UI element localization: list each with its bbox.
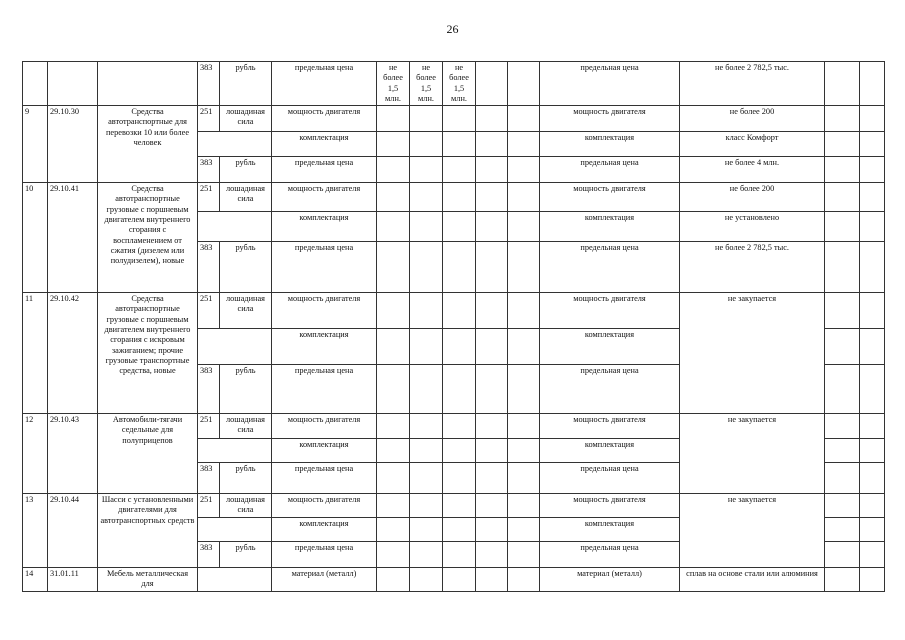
okpd-code: 31.01.11 [48, 568, 98, 592]
okei-code: 251 [198, 293, 220, 329]
unit-name: рубль [220, 62, 272, 106]
row-number: 12 [23, 414, 48, 494]
characteristic-name: предельная цена [272, 365, 377, 414]
characteristic-name: мощность двигателя [272, 106, 377, 132]
characteristic-name: мощность двигателя [272, 494, 377, 518]
price-cell: не более 1,5 млн. [443, 62, 476, 106]
req-characteristic: мощность двигателя [540, 494, 680, 518]
okei-code: 383 [198, 62, 220, 106]
req-value: не закупается [680, 494, 825, 568]
table-row [23, 568, 885, 592]
characteristic-name: комплектация [272, 518, 377, 542]
table-row [23, 494, 885, 518]
okei-code: 383 [198, 365, 220, 414]
unit-name: лошадиная сила [220, 183, 272, 212]
unit-name: лошадиная сила [220, 293, 272, 329]
item-name: Средства автотранспортные грузовые с поршневым двигателем внутреннего сгорания с воспламенением от сжатия (дизелем или полудизелем), новые [98, 183, 198, 293]
req-characteristic: комплектация [540, 212, 680, 242]
okei-code: 383 [198, 157, 220, 183]
unit-name: рубль [220, 242, 272, 293]
table-row [23, 106, 885, 132]
okei-code: 383 [198, 463, 220, 494]
characteristic-name: предельная цена [272, 242, 377, 293]
page-number: 26 [446, 22, 459, 36]
req-characteristic: комплектация [540, 132, 680, 157]
unit-name: рубль [220, 542, 272, 568]
req-value: не более 200 [680, 183, 825, 212]
req-value: не закупается [680, 414, 825, 494]
req-characteristic: предельная цена [540, 62, 680, 106]
characteristic-name: комплектация [272, 329, 377, 365]
unit-name: рубль [220, 157, 272, 183]
price-cell: не более 1,5 млн. [377, 62, 410, 106]
characteristic-name: предельная цена [272, 62, 377, 106]
table-row [23, 183, 885, 212]
characteristic-name: комплектация [272, 132, 377, 157]
row-number: 9 [23, 106, 48, 183]
okei-code: 383 [198, 242, 220, 293]
req-characteristic: предельная цена [540, 242, 680, 293]
okei-code: 251 [198, 414, 220, 439]
req-value: не закупается [680, 293, 825, 414]
req-value: сплав на основе стали или алюминия [680, 568, 825, 592]
okpd-code: 29.10.42 [48, 293, 98, 414]
req-characteristic: комплектация [540, 439, 680, 463]
table-row [23, 414, 885, 439]
req-value: не установлено [680, 212, 825, 242]
unit-name: лошадиная сила [220, 494, 272, 518]
okpd-code: 29.10.44 [48, 494, 98, 568]
req-characteristic: предельная цена [540, 365, 680, 414]
okei-code: 251 [198, 183, 220, 212]
okpd-code: 29.10.30 [48, 106, 98, 183]
req-characteristic: мощность двигателя [540, 414, 680, 439]
row-number: 14 [23, 568, 48, 592]
characteristic-name: мощность двигателя [272, 293, 377, 329]
req-characteristic: комплектация [540, 518, 680, 542]
req-characteristic: мощность двигателя [540, 106, 680, 132]
characteristic-name: предельная цена [272, 463, 377, 494]
req-characteristic: комплектация [540, 329, 680, 365]
characteristic-name: предельная цена [272, 542, 377, 568]
okei-code: 251 [198, 494, 220, 518]
characteristic-name: комплектация [272, 439, 377, 463]
unit-name: лошадиная сила [220, 106, 272, 132]
req-value: не более 2 782,5 тыс. [680, 62, 825, 106]
item-name: Автомобили-тягачи седельные для полуприцепов [98, 414, 198, 494]
item-name: Средства автотранспортные для перевозки 10 или более человек [98, 106, 198, 183]
unit-name: рубль [220, 463, 272, 494]
item-name: Шасси с установленными двигателями для автотранспортных средств [98, 494, 198, 568]
okei-code: 251 [198, 106, 220, 132]
price-cell: не более 1,5 млн. [410, 62, 443, 106]
characteristic-name: мощность двигателя [272, 414, 377, 439]
req-value: не более 200 [680, 106, 825, 132]
req-characteristic: материал (металл) [540, 568, 680, 592]
req-characteristic: мощность двигателя [540, 293, 680, 329]
characteristic-name: материал (металл) [272, 568, 377, 592]
okpd-code: 29.10.41 [48, 183, 98, 293]
unit-name: лошадиная сила [220, 414, 272, 439]
req-value: не более 2 782,5 тыс. [680, 242, 825, 293]
req-value: не более 4 млн. [680, 157, 825, 183]
row-number: 11 [23, 293, 48, 414]
okpd-code: 29.10.43 [48, 414, 98, 494]
table-row [23, 293, 885, 329]
unit-name: рубль [220, 365, 272, 414]
item-name: Средства автотранспортные грузовые с поршневым двигателем внутреннего сгорания с искровым зажиганием; прочие грузовые транспортные средства, новые [98, 293, 198, 414]
okei-code: 383 [198, 542, 220, 568]
req-characteristic: мощность двигателя [540, 183, 680, 212]
req-characteristic: предельная цена [540, 463, 680, 494]
catalog-table [22, 61, 885, 592]
item-name: Мебель металлическая для [98, 568, 198, 592]
row-number: 13 [23, 494, 48, 568]
req-characteristic: предельная цена [540, 542, 680, 568]
characteristic-name: предельная цена [272, 157, 377, 183]
characteristic-name: комплектация [272, 212, 377, 242]
req-value: класс Комфорт [680, 132, 825, 157]
table-row [23, 62, 885, 106]
row-number: 10 [23, 183, 48, 293]
characteristic-name: мощность двигателя [272, 183, 377, 212]
req-characteristic: предельная цена [540, 157, 680, 183]
